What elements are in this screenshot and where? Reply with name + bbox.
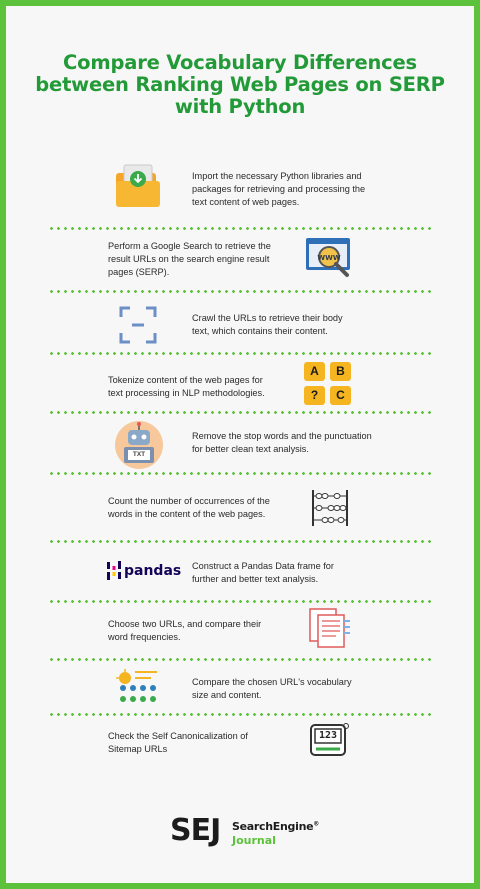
robot-label: TXT <box>132 451 146 458</box>
dotted-divider <box>48 411 432 414</box>
vocabulary-checklist-icon <box>115 668 163 706</box>
dotted-divider <box>48 472 432 475</box>
sej-logo-searchengine: SearchEngine® <box>232 820 319 833</box>
tile-a: A <box>304 362 325 381</box>
abacus-icon <box>310 488 350 528</box>
dotted-divider <box>48 227 432 230</box>
page-title: Compare Vocabulary Differences between Ranking Web Pages on SERP with Python <box>35 51 445 118</box>
robot-icon <box>114 420 164 470</box>
sej-logo-journal: Journal <box>232 834 276 847</box>
dotted-divider <box>48 600 432 603</box>
step-text: Perform a Google Search to retrieve the result URLs on the search engine result pages (SERP). <box>108 241 271 277</box>
counter-123-icon <box>308 722 350 760</box>
step-text: Remove the stop words and the punctuation for better clean text analysis. <box>192 431 372 454</box>
step-text: Construct a Pandas Data frame for further and better text analysis. <box>192 561 334 584</box>
step-text: Import the necessary Python libraries and packages for retrieving and processing the text content of web pages. <box>192 171 366 207</box>
tile-question: ? <box>304 386 325 405</box>
dotted-divider <box>48 352 432 355</box>
step-text: Compare the chosen URL's vocabulary size and content. <box>192 677 352 700</box>
www-search-icon <box>305 236 355 278</box>
tile-b: B <box>330 362 351 381</box>
dotted-divider <box>48 540 432 543</box>
download-folder-icon <box>114 163 162 209</box>
documents-compare-icon <box>308 607 352 651</box>
step-text: Choose two URLs, and compare their word frequencies. <box>108 619 262 642</box>
dotted-divider <box>48 713 432 716</box>
dotted-divider <box>48 658 432 661</box>
tile-c: C <box>330 386 351 405</box>
counter-digits: 123 <box>318 730 338 741</box>
dotted-divider <box>48 290 432 293</box>
crawl-frame-icon <box>118 305 158 345</box>
step-text: Check the Self Canonicalization of Sitemap URLs <box>108 731 248 754</box>
step-text: Crawl the URLs to retrieve their body text, which contains their content. <box>192 313 343 336</box>
sej-logo-mark: SEJ <box>170 813 221 848</box>
pandas-wordmark: pandas <box>124 563 182 579</box>
step-text: Count the number of occurrences of the words in the content of the web pages. <box>108 496 270 519</box>
svg-text:WWW: WWW <box>317 254 341 262</box>
step-text: Tokenize content of the web pages for text processing in NLP methodologies. <box>108 375 265 398</box>
pandas-bars-icon <box>106 560 122 582</box>
